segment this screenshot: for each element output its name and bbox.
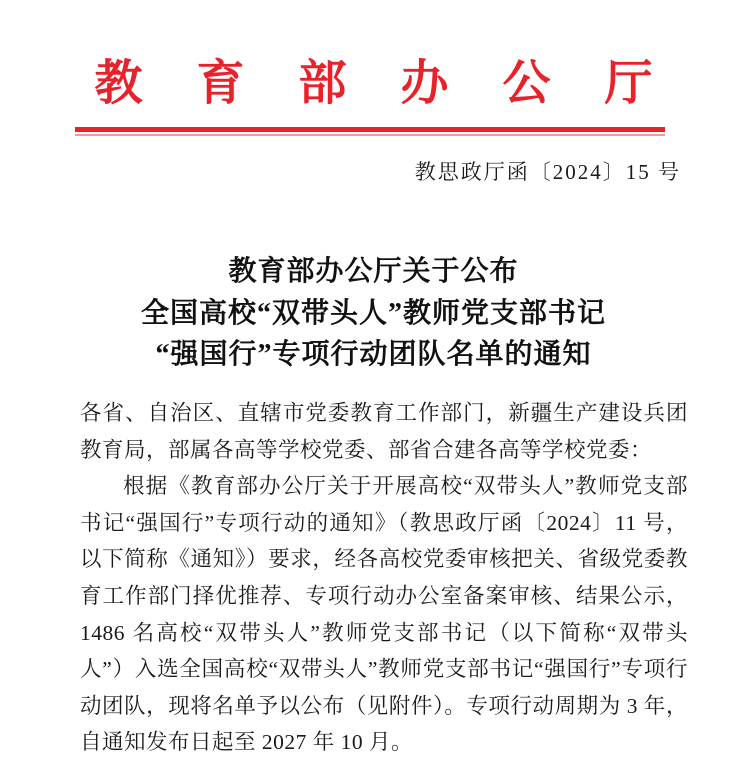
document-title <box>0 251 747 376</box>
document-title-line-3: “强国行”专项行动团队名单的通知 <box>155 339 592 370</box>
document-reference-number: 教思政厅函〔2024〕15 号 <box>414 160 681 184</box>
salutation-paragraph: 各省、自治区、直辖市党委教育工作部门，新疆生产建设兵团教育局，部属各高等学校党委、部省合建各高等学校党委： <box>80 401 688 462</box>
letterhead-divider <box>75 127 665 136</box>
body-paragraph: 根据《教育部办公厅关于开展高校“双带头人”教师党支部书记“强国行”专项行动的通知》（教思政厅函〔2024〕11 号，以下简称《通知》）要求，经各高校党委审核把关、省级党委教育工作部门择优推荐、专项行动办公室备案审核、结果公示，1486 名高校“双带头人”教师党支部书记（以下简称“双带头人”）入选全国高校“双带头人”教师党支部书记“强国行”专项行动团队，现将名单予以公布（见附件）。专项行动周期为 3 年，自通知发布日起至 2027 年 10 月。 <box>80 474 688 755</box>
agency-name-letterhead: 教育部办公厅 <box>94 57 707 110</box>
document-body <box>80 395 688 761</box>
document-title-line-2: 全国高校“双带头人”教师党支部书记 <box>140 297 606 329</box>
document-title-line-1: 教育部办公厅关于公布 <box>228 256 519 287</box>
divider-thick-line <box>75 127 665 132</box>
divider-thin-line <box>75 134 665 136</box>
